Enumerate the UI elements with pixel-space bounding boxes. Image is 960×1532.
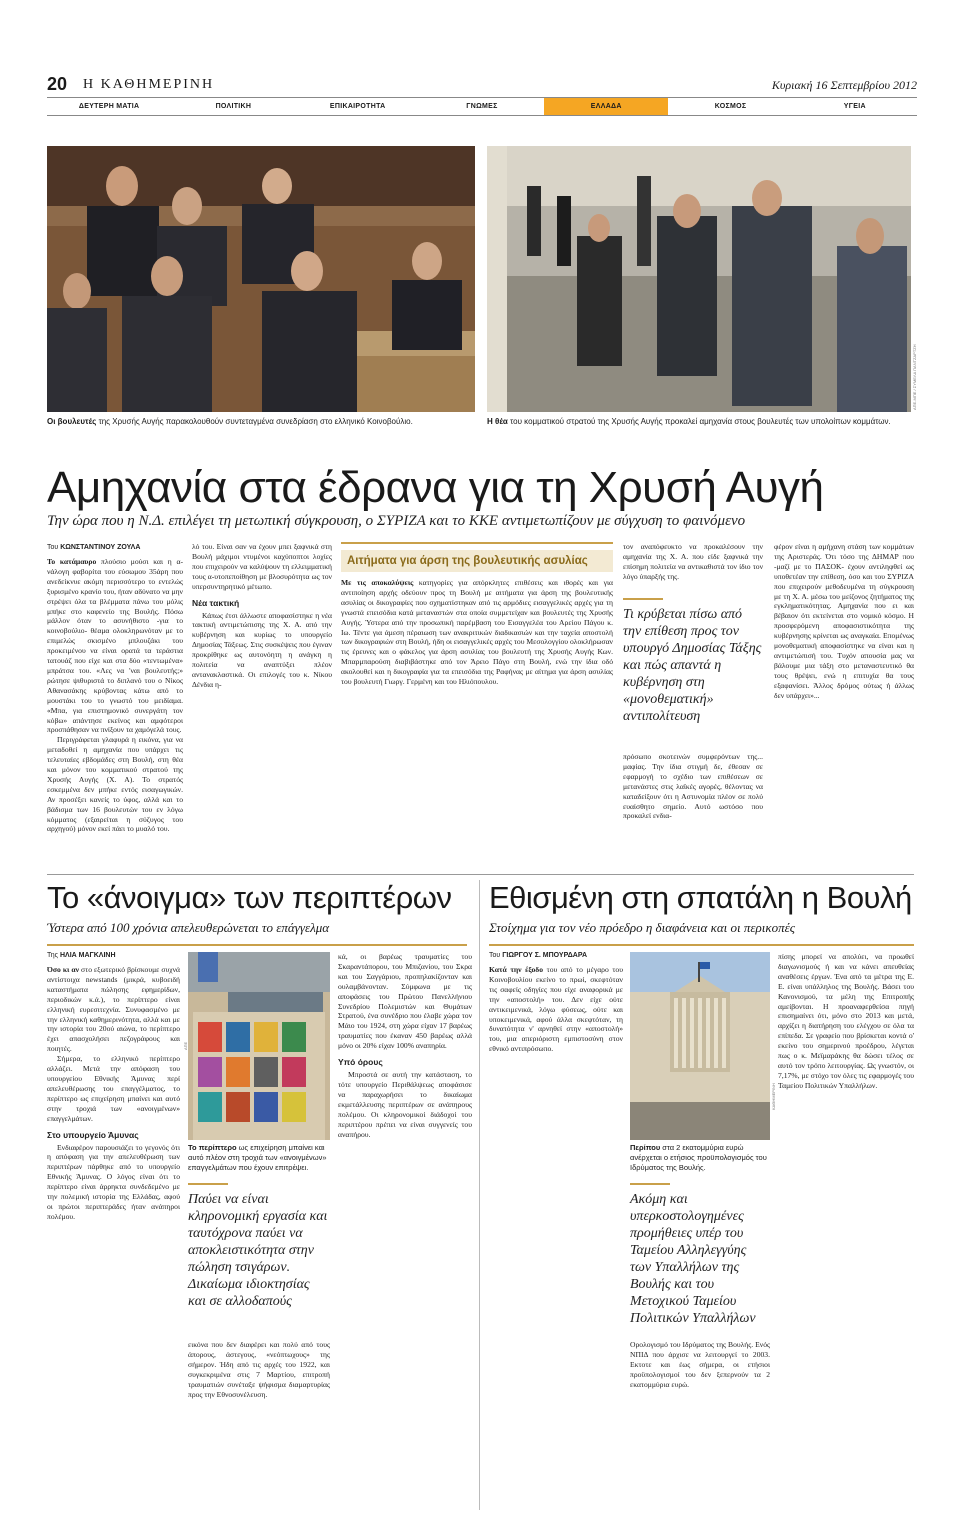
photo1-caption-text: της Χρυσής Αυγής παρακολουθούν συντεταγμένα συνεδρίαση στο ελληνικό Κοινοβούλιο. <box>96 417 413 426</box>
section-nav <box>47 97 917 116</box>
story2-col2-para: εικόνα που δεν διαφέρει και πολύ από τους άπορους, άστεγους, «νεόπτωχους» της σήμερον. Ήδη από τις αρχές του 1922, και συγκεκριμένα στις 7 Μαρτίου, επιτροπή τραυματιών συνέταξε ψήφισμα διαμαρτυρίας προς την Εθνοσυνέλευση. <box>188 1340 330 1399</box>
photo-party-image <box>487 146 911 412</box>
sidebar-box <box>341 542 613 838</box>
byline-name: ΚΩΝΣΤΑΝΤΙΝΟΥ ΖΟΥΛΑ <box>60 544 141 551</box>
main-col3-top: τον αναπόφευκτο να προκαλέσουν την αμηχανία της Χ. Α. που είδε ξαφνικά την επίσημη πολιτεία να αντικαθιστά τον ίδιο τον λόγο ύπαρξής της. <box>623 542 763 581</box>
photo-parliament-mps <box>47 146 475 412</box>
issue-date: Κυριακή 16 Σεπτεμβρίου 2012 <box>771 78 917 92</box>
story2-gold-rule <box>47 944 467 946</box>
story3-byline-prefix: Του <box>489 952 503 959</box>
nav-item-kosmos[interactable]: ΚΟΣΜΟΣ <box>714 103 747 110</box>
main-pull-text: Τι κρύβεται πίσω από την επίθεση προς τον υπουργό Δημοσίας Τάξης και πώς απαντά η κυβέρνηση στη «μονοθεματική» αντιπολίτευση <box>623 607 762 724</box>
nav-item-politiki[interactable]: ΠΟΛΙΤΙΚΗ <box>215 103 252 110</box>
kiosk-credit: ΑΠΕ <box>183 1041 188 1050</box>
story2-col-2-bottom <box>188 1340 330 1507</box>
main-col-2 <box>192 542 332 864</box>
nav-item-epikairotita[interactable]: ΕΠΙΚΑΙΡΟΤΗΤΑ <box>329 103 386 110</box>
main-col2-subhead: Νέα τακτική <box>192 597 240 608</box>
story3-col1-para <box>489 965 623 1054</box>
story2-gold-line <box>47 944 467 946</box>
nav-item-deuteri-matia[interactable]: ΔΕΥΤΕΡΗ ΜΑΤΙΑ <box>78 103 140 110</box>
story3-col-2-bottom <box>630 1340 770 1507</box>
sidebar-title: Αιτήματα για άρση της βουλευτικής ασυλίας <box>341 550 613 572</box>
photo2-credit: ΑΠΕ-ΜΠΕ / ΣΥΜΕΛΑ ΠΑΝΤΖΑΡΤΖΗ <box>912 344 917 410</box>
main-col3-bottom: πρόσωπο σκοτεινών συμφερόντων της... μαφίας. Την ίδια στιγμή δε, έθεσαν σε εφαρμογή το σχέδιο των επιθέσεων σε μετανάστες στις λαϊκές αγορές, θέλοντας να καταδείξουν ότι η Αστυνομία πλέον σε πολύ ευαίσθητο σημείο. Αυτό ωστόσο που προκαλεί ενδια- <box>623 752 763 821</box>
story3-byline-name: ΓΙΩΡΓΟΥ Σ. ΜΠΟΥΡΔΑΡΑ <box>502 952 588 959</box>
building-caption-text: στα 2 εκατομμύρια ευρώ ανέρχεται ο ετήσιος προϋπολογισμός του Ιδρύματος της Βουλής. <box>630 1143 767 1172</box>
story3-col1-text: του από το μέγαρο του Κοινοβουλίου εκείνο το πρωί, σκεφτόταν τις σαφείς οδηγίες που είχε αναφορικά με την «αποστολή» του. Δεν είχε ούτε αντικειμενικά, λόγω φύσεως, ούτε και υποκειμενικά, αφού άλλα σκεφτόταν, τη δυνατότητα ν' αρνηθεί στην «αποστολή» του, μια απεριόριστη εμπιστοσύνη στον εθνικό αντιπρόσωπο. <box>489 965 623 1054</box>
story3-headline: Εθισμένη στη σπατάλη η Βουλή <box>489 880 912 915</box>
photo-building-image <box>630 952 770 1140</box>
main-deck: Την ώρα που η Ν.Δ. επιλέγει τη μετωπική σύγκρουση, ο ΣΥΡΙΖΑ και το ΚΚΕ αντιμετωπίζουν με σύγχυση το φαινόμενο <box>47 513 746 529</box>
story2-col-1 <box>47 952 180 1507</box>
nav-item-gnomes[interactable]: ΓΝΩΜΕΣ <box>466 103 498 110</box>
photo-parliament-image <box>47 146 475 412</box>
photo-kiosk <box>188 952 330 1140</box>
photo2-caption-bold: Η θέα <box>487 417 508 426</box>
byline-prefix: Του <box>47 544 61 551</box>
story2-headline: Το «άνοιγμα» των περιπτέρων <box>47 880 452 915</box>
story2-col3-subhead: Υπό όρους <box>338 1057 383 1068</box>
building-caption <box>630 1143 770 1173</box>
photo2-caption-text: του κομματικού στρατού της Χρυσής Αυγής προκαλεί αμηχανία στους βουλευτές των υπολοίπων κομμάτων. <box>507 417 891 426</box>
main-col4-para: φέρον είναι η αμήχανη στάση των κομμάτων της Αριστεράς. Ότι τόσο της ΔΗΜΑΡ που -μαζί με το ΠΑΣΟΚ- έχουν αντιληφθεί ως υποθετέαν την επίθεση, όσο και του ΣΥΡΙΖΑ που επιχειρούν μεθοδευμένα τη σύγκρουση με τη Χ. Α. μέσω του μείζονος ζητήματος της εγκληματικότητας. Αμηχανία που ει και βέβαιον ότι εκτείνεται στο νομικό κόσμο. Η προσφερόμενη αποφασιστικότητα της κυβέρνησης κρίνεται ως αναγκαία. Επομένως μονοθεματική αποφασίστηκε να είναι και η αντιμετώπισή του. Τυχόν απουσία μας να βάλουμε μια τάξη στο μεταναστευτικό θα τους θρέψει, ενώ η επιτυχία θα τους εξαφανίσει. Άλλος δρόμος ούτως ή άλλως δεν υπάρχει»... <box>774 542 914 700</box>
building-credit: ΚΑΘΗΜΕΡΙΝΗ <box>771 1083 776 1110</box>
story2-deck: Ύστερα από 100 χρόνια απελευθερώνεται το επάγγελμα <box>47 920 330 935</box>
story2-lead: Όσο κι αν <box>47 965 80 974</box>
kiosk-caption-bold: Το περίπτερο <box>188 1143 237 1152</box>
main-col-3-bottom <box>623 752 763 864</box>
main-col2-para: λό του. Είναι σαν να έχουν μπει ξαφνικά στη Βουλή μάχιμοι ντυμένοι καχύποπτοι λοχίες που επιχειρούν να καλύψουν τη ελλειμματική τους α-υτοπεποίθηση με βλοσυρότητα ως τον υπερσυντηρητικό μέτωπο. <box>192 542 332 591</box>
sidebar-lead: Με τις αποκαλύψεις <box>341 578 414 587</box>
story2-subhead: Στο υπουργείο Άμυνας <box>47 1129 139 1140</box>
nav-item-ellada[interactable]: ΕΛΛΑΔΑ <box>544 98 668 115</box>
main-col-3 <box>623 542 763 594</box>
main-lead: Το κατάμαυρο <box>47 557 97 566</box>
story3-col3-para: πίσης μπορεί να απολύει, να προωθεί διαγωνισμούς ή και να κάνει απευθείας αναθέσεις έργων. Ένα από τα μέτρα της Ε. Ε. είναι υπάλληλος της Βουλής. Βάσει του Κανονισμού, τα μέλη της Επιτροπής αμείβονται. Η προαναφερθείσα πηγή επισημαίνει ότι, μόνο στο 2013 και μετά, αρχίζει η διατήρηση του ελέγχου σε όλα τα επίπεδα. Σε γραφείο που βρίσκεται κοντά ο' εκείνο του σημερινού προέδρου, λέγεται πως ο κ. Μεϊμαράκης θα δώσει τέλος σε αυτό τον τρόπο λειτουργίας. Ως γνωστόν, οι 7,17%, με στόχο τον όλες τις εφαρμογές του Ταμείου Πολιτικών Υπαλλήλων. <box>778 952 914 1090</box>
photo2-caption <box>487 417 911 427</box>
nav-item-ygeia[interactable]: ΥΓΕΙΑ <box>843 103 866 110</box>
main-headline: Αμηχανία στα έδρανα για τη Χρυσή Αυγή <box>47 463 824 512</box>
story3-gold-rule <box>489 944 914 946</box>
photo1-caption <box>47 417 475 427</box>
story2-col1-para2: Σήμερα, το ελληνικό περίπτερο αλλάζει. Μετά την απόφαση του υπουργείου Εθνικής Άμυνας περί απελευθέρωσης του επαγγέλματος, το περίπτερο ως επιχείρηση μπαίνει και αυτό στην τροχιά των «ανοιγμένων» επαγγελμάτων. <box>47 1054 180 1123</box>
building-caption-bold: Περίπου <box>630 1143 661 1152</box>
main-col2-para2: Κάπως έτσι άλλωστε αποφασίστηκε η νέα τακτική αντιμετώπισης της Χ. Α. από την κυβέρνηση και κυρίως το υπουργείο Δημοσίας Τάξεως. Στις συσκέψεις που έγιναν προκρίθηκε ως αυτονόητη η ανάγκη η πολιτεία να αναπτύξει πλέον αντανακλαστικά. Οι επιλογές του κ. Νίκου Δένδια η- <box>192 610 332 689</box>
photo-party-members <box>487 146 911 412</box>
main-pull-quote <box>623 598 763 725</box>
story3-pull-text: Ακόμη και υπερκοστολογημένες προμήθειες υπέρ του Ταμείου Αλληλεγγύης των Υπαλλήλων της Βουλής και του Μετοχικού Ταμείου Πολιτικών Υπαλλήλων <box>630 1192 756 1326</box>
kiosk-caption <box>188 1143 330 1173</box>
story-divider-vertical <box>479 880 480 1510</box>
story3-gold-line <box>489 944 914 946</box>
sidebar-body: κατηγορίες για απόρκλητες επιθέσεις και ιθορές και για αντιποίηση αρχής οδεύουν προς τη Βουλή με αιτήματα για άρση της βουλευτικής ασυλίας οι δικογραφίες που σχηματίστηκαν από τις αρμόδιες εισαγγελικές αρχές για τη γνωστά επεισόδια κατά μεταναστών στα οποία συμμετείχαν και βουλευτές της Χρυσής Αυγής. Ύστερα από την προσωπική παρέμβαση του Εισαγγελέα του Αρείου Πάγου κ. Ιω. Τέντε για άμεση πέραιωση των ανακριτικών διαδικασιών και την ταχεία αποστολή των δικογραφιών στη Βουλή, ήδη οι εισαγγελικές αρχές του Μεσολογγίου ολοκλήρωσαν τις έρευνες και ο φάκελος για άρση ασυλίας του βουλευτή της Χρυσής Αυγής Κων. Μπαρμπαρούση διαβιβάστηκε από τον Άρειο Πάγο στη Βουλή, ενώ την ίδια οδό ακολουθεί και η δικογραφία για τα επεισόδια της Ραφήνας με αίτημα για άρση ασυλίας του βουλευτή Γιωργ. Γερμένη και του Ηλιόπουλου. <box>341 578 613 687</box>
story2-pull-rule <box>188 1183 228 1185</box>
section-divider <box>47 874 914 875</box>
story2-pull-text: Παύει να είναι κληρονομική εργασία και ταυτόχρονα παύει να αποκλειστικότητα στην πώληση τσιγάρων. Δικαίωμα ιδιοκτησίας και σε αλλοδαπούς <box>188 1192 328 1309</box>
main-col-1 <box>47 544 183 864</box>
sidebar-text <box>341 578 613 838</box>
main-col1-para2: Περιγράφεται γλαφυρά η εικόνα, για να μεταδοθεί η αμηχανία που υπάρχει τις τελευταίες εβδομάδες στη Βουλή, στη θέα και μόνον του κομματικού στρατού της Χρυσής Αυγής (Χ. Α). Το στρατός εσκεμμένα δεν μπήκε εντός εισαγωγικών. Αν προσέξει κανείς το ύφος, αλλά και το βάδισμα των 16 βουλευτών του εν λόγω κόμματος (εξαιρείται η σύζυγος του αρχηγού) μόνον εκεί πάει το μυαλό του. <box>47 735 183 834</box>
paper-name: Η ΚΑΘΗΜΕΡΙΝΗ <box>83 77 215 92</box>
story2-col1-text: στο εξωτερικό βρίσκουμε συχνά αντίστοιχα newstands (μικρά, κυβοειδή καταστήματα πώλησης εφημερίδων, περιοδικών κ.ά.), το περίπτερο είναι ελληνική ευρεσιτεχνία. Συνυφασμένο με την ελληνική καθημερινότητα, αλλά και με την ιστορία του 20ού αιώνα, το περίπτερο έχει απασχολήσει πεζογράφους και ποιητές. <box>47 965 180 1054</box>
story2-byline-prefix: Της <box>47 952 60 959</box>
story3-pull-quote <box>630 1183 770 1327</box>
story3-col-3 <box>778 952 914 1507</box>
photo-parliament-building <box>630 952 770 1140</box>
photo-kiosk-image <box>188 952 330 1140</box>
story3-col2-para: Ορολογισμό του Ιδρύματος της Βουλής. Ενός ΝΠΙΔ που άρχισε να λειτουργεί το 2003. Εκτοτε και έως σήμερα, οι ετήσιοι προϋπολογισμοί του δεν ξεπερνούν τα 2 εκατομμύρια ευρώ. <box>630 1340 770 1389</box>
main-col1-para <box>47 557 183 735</box>
story2-pull-quote <box>188 1183 330 1310</box>
story3-deck: Στοίχημα για τον νέο πρόεδρο η διαφάνεια και οι περικοπές <box>489 920 796 935</box>
story3-col-1 <box>489 952 623 1507</box>
story2-col3-para2: Μπροστά σε αυτή την κατάσταση, το τότε υπουργείο Περιθάλψεως αποφάσισε να παραχωρήσει το δικαίωμα εκμετάλλευσης περιπτέρων σε ανάπηρους πολέμου. Οι κληρονομικοί διάδοχοί του περιπτέρου πρέπει να είναι συγγενείς του αναπήρου. <box>338 1070 472 1139</box>
story2-byline <box>47 952 180 959</box>
story3-pull-rule <box>630 1183 670 1185</box>
main-byline <box>47 544 183 551</box>
photo1-caption-bold: Οι βουλευτές <box>47 417 97 426</box>
kiosk-caption-text: ως επιχείρηση μπαίνει και αυτό πλέον στη τροχιά των «ανοιγμένων» επαγγελμάτων που έχουν επιτρέψει. <box>188 1143 327 1172</box>
story3-lead: Κατά την έξοδο <box>489 965 544 974</box>
story2-col1-para <box>47 965 180 1054</box>
page-number: 20 <box>47 74 68 94</box>
story2-col-3 <box>338 952 472 1507</box>
main-col-4 <box>774 542 914 864</box>
masthead <box>47 74 917 96</box>
story2-col1-para3: Ενδιαφέρον παρουσιάζει το γεγονός ότι η απόφαση για την απελευθέρωση των περιπτέρων πάρθηκε από το υπουργείο Εθνικής Άμυνας. Ο λόγος είναι ότι το περίπτερο είναι άρρηκτα συνδεδεμένο με την πολεμική ιστορία της Ελλάδας, αφού οι πρώτοι περιπτεράδες ήταν ανάπηροι πολέμου. <box>47 1142 180 1221</box>
story3-byline <box>489 952 623 959</box>
story2-byline-name: ΗΛΙΑ ΜΑΓΚΛΙΝΗ <box>59 952 116 959</box>
story2-col3-para: κά, οι βαρέως τραυματίες του Σκαραντάπορου, του Μπιζανίου, του Σκρα και του Σαγγάριου, προπηλακίζονταν και ουλαμβάνονταν. Σύμφωνα με τις αποφάσεις του Πρώτου Πανελλήνιου Συνεδρίου Πολεμιστών και Θυμάτων Στρατού, ένα συνέδριο που έλαβε χώρα τον Μάιο του 1924, στη χώρα είχαν 17 βαρέως τραυματίες που έκαναν 450 βαρέως αλλά μόνο οι 20% είχαν 100% αναπηρία. <box>338 952 472 1051</box>
pull-rule <box>623 598 663 600</box>
main-col1-text: πλούσιο μούσι και η α-νάλογη φαβορίτα του εύσωμου 35άρη που ανεδείκνυε ακόμη περισσότερο το εντελώς ξυρισμένο κρανίο του, ήταν αδύνατο να μην στρέψει όλα τα βλέμματα πάνω του μόλις μπήκε στο καφενείο της Βουλής. Πόσω μάλλον όταν το ασυνήθιστο -για το κοινοβούλιο- θέαμα ολοκληρωνόταν με το επιμελώς σκισμένο μπλουζάκι του προκειμένου να είναι ορατά τα τεράστια τατουάζ που είχε και στα δύο «τεντωμένα» μπράτσα του. «Λες να 'ναι βουλευτής;» ρώτησε ψιθυριστά το διπλανό του ο Νίκος Αθανασάκης κρύβοντας κάτω από το μουστάκι του το γνωστό του μειδίαμα. «Μπα, για επιστημονικό συνεργάτη τον κόβω» απάντησε εκείνος και αμφότεροι προσπάθησαν να πνίξουν τα χαμόγελά τους. <box>47 557 183 735</box>
